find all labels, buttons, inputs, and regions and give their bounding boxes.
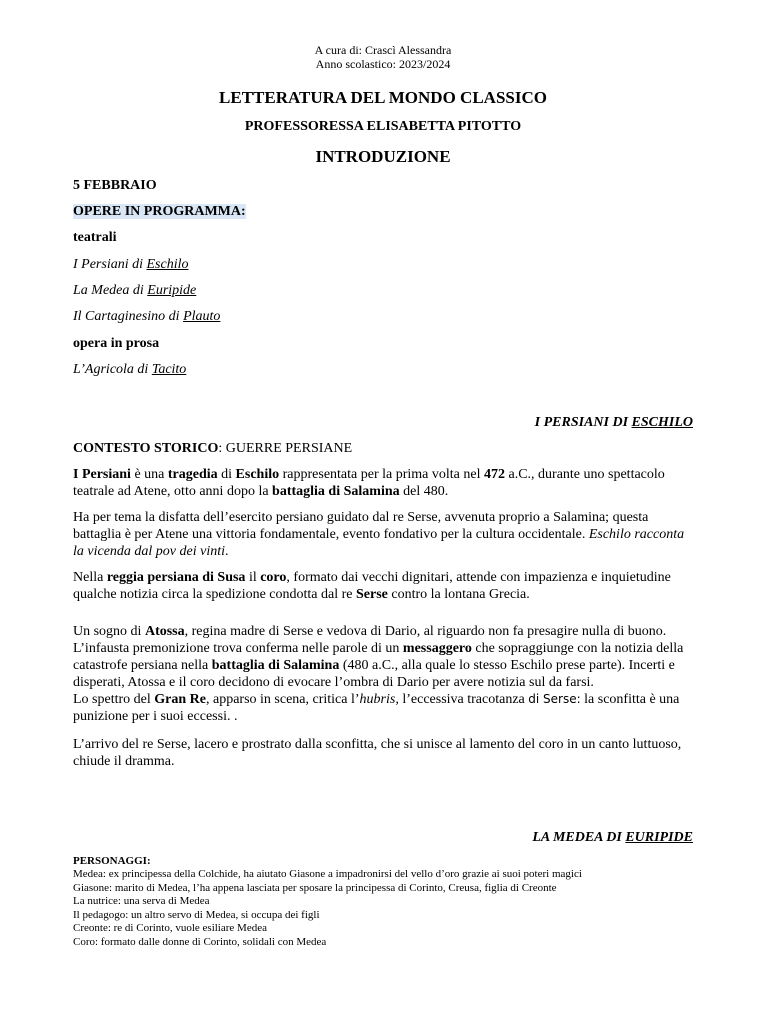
- character-item: Creonte: re di Corinto, vuole esiliare Medea: [73, 922, 267, 934]
- program-heading-text: OPERE IN PROGRAMMA:: [73, 204, 246, 219]
- character-item: Giasone: marito di Medea, l’ha appena lasciata per sposare la principessa di Corinto, Creusa, figlia di Creonte: [73, 881, 557, 894]
- work-author-link[interactable]: Plauto: [183, 309, 221, 324]
- character-item: Coro: formato dalle donne di Corinto, solidali con Medea: [73, 935, 327, 948]
- work-author-link[interactable]: Eschilo: [146, 257, 189, 272]
- work-title: L’Agricola di: [73, 362, 152, 377]
- persiani-heading-text: I PERSIANI DI: [534, 415, 632, 430]
- work-item: [73, 361, 693, 378]
- work-author-link[interactable]: Tacito: [151, 362, 187, 377]
- work-item: [73, 256, 693, 273]
- context-value: : GUERRE PERSIANE: [218, 441, 353, 456]
- work-item: [73, 282, 693, 299]
- character-item: La nutrice: una serva di Medea: [73, 895, 210, 907]
- medea-heading-text: LA MEDEA DI: [532, 830, 626, 845]
- work-title: La Medea di: [73, 283, 148, 298]
- paragraph-1: I Persiani è una tragedia di Eschilo rappresentata per la prima volta nel 472 a.C., durante uno spettacolo teatrale ad Atene, otto anni dopo la battaglia di Salamina del 480.: [73, 467, 665, 499]
- work-title: I Persiani di: [73, 257, 147, 272]
- characters-label: PERSONAGGI:: [73, 855, 151, 867]
- section-title: INTRODUZIONE: [315, 147, 451, 166]
- character-item: Il pedagogo: un altro servo di Medea, si occupa dei figli: [73, 908, 320, 921]
- context-line: [73, 440, 693, 457]
- prose-label: opera in prosa: [73, 336, 160, 351]
- curator-line: A cura di: Crascì Alessandra: [314, 43, 452, 57]
- paragraph-6: L’arrivo del re Serse, lacero e prostrato dalla sconfitta, che si unisce al lamento del coro in un canto luttuoso, chiude il dramma.: [73, 737, 682, 769]
- work-author-link[interactable]: Euripide: [147, 283, 197, 298]
- paragraph-4: Un sogno di Atossa, regina madre di Serse e vedova di Dario, al riguardo non fa presagire nulla di buono. L’infausta premonizione trova conferma nelle parole di un messaggero che sopraggiunge con la notizia della catastrofe persiana nella battaglia di Salamina (480 a.C., alla quale lo stesso Eschilo prese parte). Incerti e disperati, Atossa e il coro decidono di evocare l’ombra di Dario per avere notizia sul da farsi.: [73, 624, 684, 690]
- work-item: [73, 308, 693, 325]
- program-heading: [73, 203, 693, 220]
- theatrical-label: teatrali: [73, 230, 117, 245]
- date-heading: 5 FEBBRAIO: [73, 178, 157, 193]
- professor-name: PROFESSORESSA ELISABETTA PITOTTO: [244, 119, 522, 134]
- work-title: Il Cartaginesino di: [73, 309, 184, 324]
- character-item: Medea: ex principessa della Colchide, ha aiutato Giasone a impadronirsi del vello d’oro grazie ai suoi poteri magici: [73, 868, 582, 880]
- medea-heading-author[interactable]: EURIPIDE: [625, 830, 693, 845]
- persiani-heading: [73, 414, 693, 431]
- context-label: CONTESTO STORICO: [73, 441, 219, 456]
- persiani-heading-author[interactable]: ESCHILO: [631, 415, 693, 430]
- paragraph-3: Nella reggia persiana di Susa il coro, formato dai vecchi dignitari, attende con impazienza e inquietudine qualche notizia circa la spedizione condotta dal re Serse contro la lontana Grecia.: [73, 570, 671, 602]
- document-title: LETTERATURA DEL MONDO CLASSICO: [219, 88, 547, 107]
- paragraph-5: Lo spettro del Gran Re, apparso in scena, critica l’hubris, l’eccessiva tracotanza di Serse: la sconfitta è una punizione per i suoi eccessi. .: [73, 692, 680, 724]
- paragraph-2: Ha per tema la disfatta dell’esercito persiano guidato dal re Serse, avvenuta proprio a Salamina; questa battaglia è per Atene una vittoria fondamentale, evento fondativo per la cultura occidentale. Eschilo racconta la vicenda dal pov dei vinti.: [73, 510, 685, 559]
- medea-heading: [73, 829, 693, 846]
- school-year-line: Anno scolastico: 2023/2024: [315, 57, 451, 71]
